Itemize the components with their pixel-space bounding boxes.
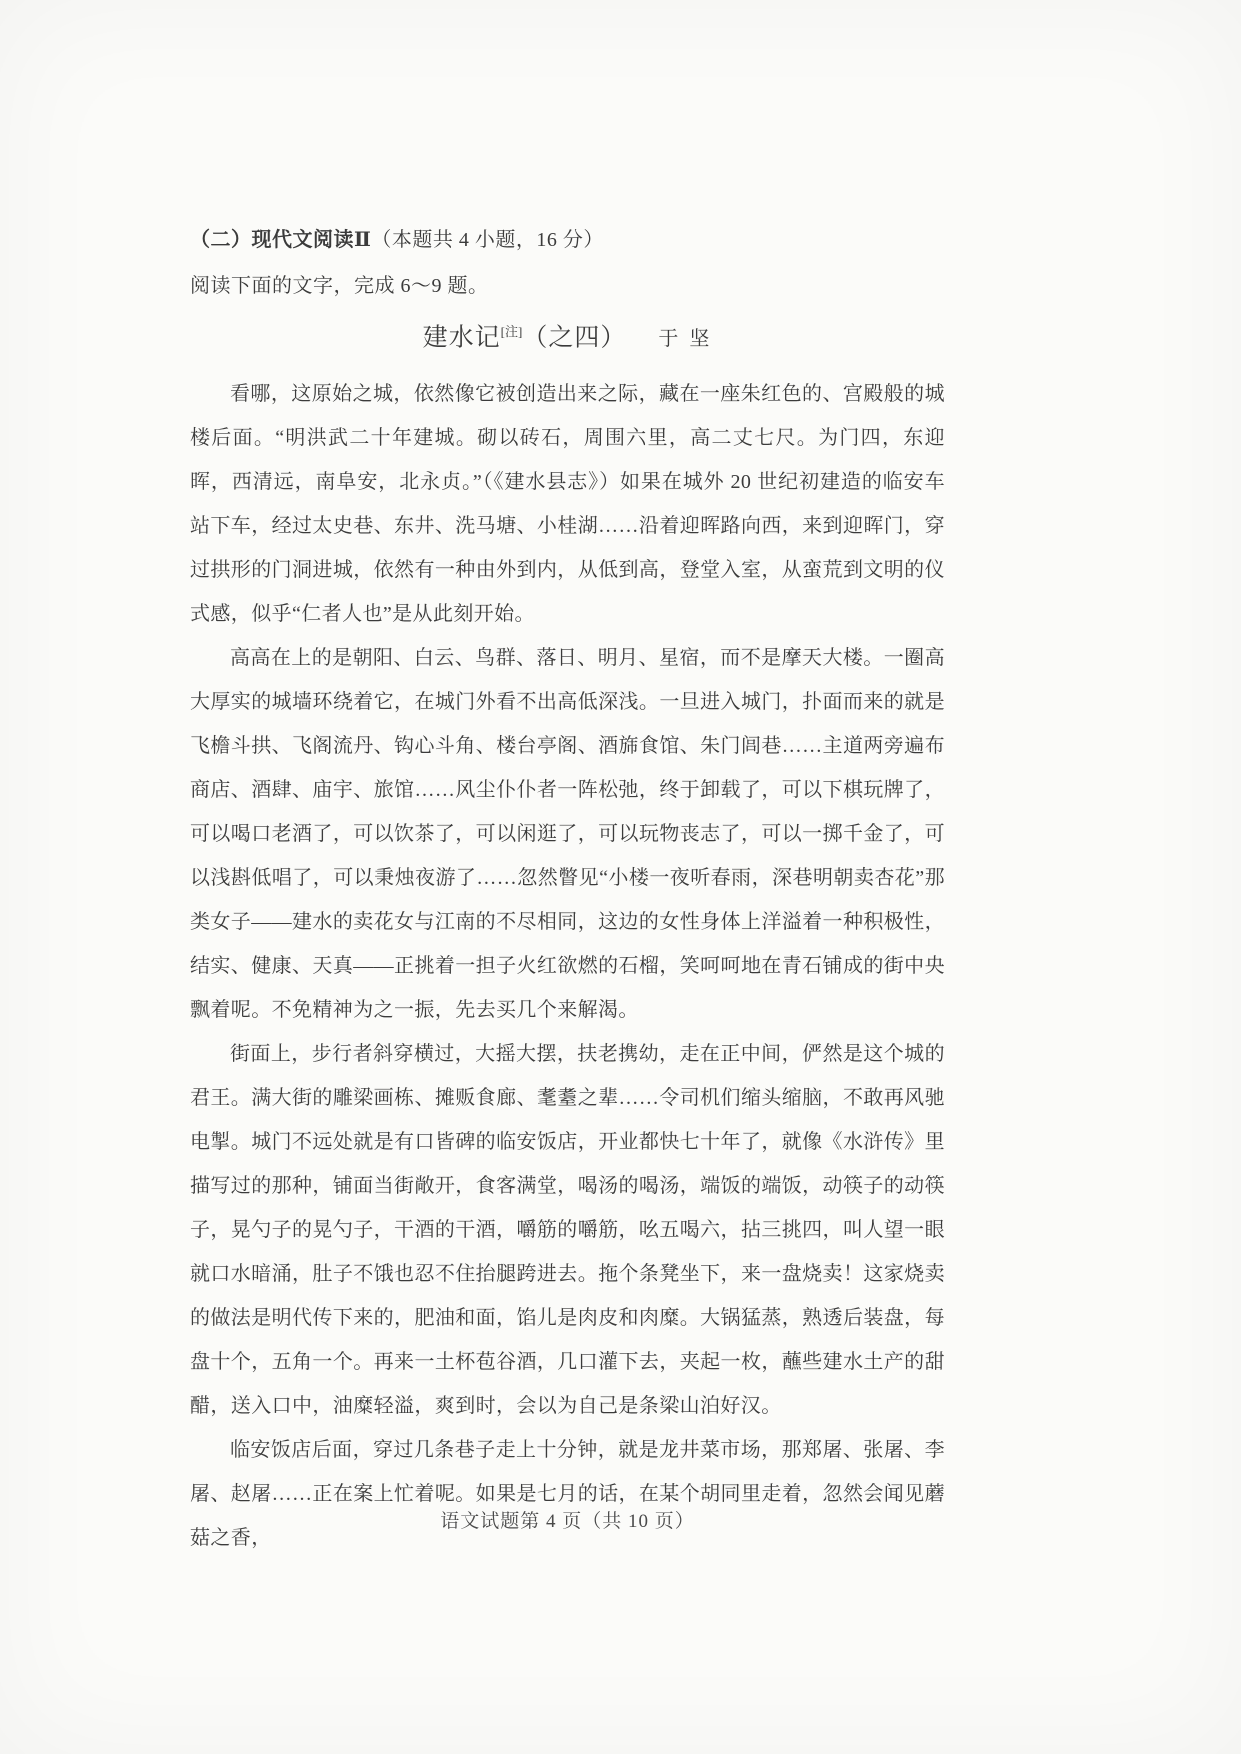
page-number-footer: 语文试题第 4 页（共 10 页） bbox=[440, 1511, 695, 1532]
passage-paragraph: 临安饭店后面，穿过几条巷子走上十分钟，就是龙井菜市场，那郑屠、张屠、李屠、赵屠……正在案上忙着呢。如果是七月的话，在某个胡同里走着，忽然会闻见蘑菇之香， bbox=[190, 1439, 945, 1550]
passage-title-name: 建水记 bbox=[422, 324, 501, 352]
content-column bbox=[190, 225, 945, 1560]
passage-title-subtitle: （之四） bbox=[522, 324, 627, 352]
section-header-title: （二）现代文阅读Ⅱ bbox=[190, 229, 372, 251]
section-header-points: （本题共 4 小题，16 分） bbox=[371, 229, 604, 251]
passage-paragraph: 街面上，步行者斜穿横过，大摇大摆，扶老携幼，走在正中间，俨然是这个城的君王。满大街的雕梁画栋、摊贩食廊、耄耋之辈……令司机们缩头缩脑，不敢再风驰电掣。城门不远处就是有口皆碑的临安饭店，开业都快七十年了，就像《水浒传》里描写过的那种，铺面当街敞开，食客满堂，喝汤的喝汤，端饭的端饭，动筷子的动筷子，晃勺子的晃勺子，干酒的干酒，嚼筋的嚼筋，吆五喝六，拈三挑四，叫人望一眼就口水暗涌，肚子不饿也忍不住抬腿跨进去。拖个条凳坐下，来一盘烧卖！这家烧卖的做法是明代传下来的，肥油和面，馅儿是肉皮和肉糜。大锅猛蒸，熟透后装盘，每盘十个，五角一个。再来一土杯苞谷酒，几口灌下去，夹起一枚，蘸些建水土产的甜醋，送入口中，油糜轻溢，爽到时，会以为自己是条梁山泊好汉。 bbox=[190, 1043, 945, 1418]
passage-title-footnote-mark: [注] bbox=[500, 324, 523, 339]
passage-body bbox=[190, 372, 945, 1560]
reading-instruction: 阅读下面的文字，完成 6～9 题。 bbox=[190, 275, 489, 297]
passage-paragraph: 看哪，这原始之城，依然像它被创造出来之际，藏在一座朱红色的、宫殿般的城楼后面。“明洪武二十年建城。砌以砖石，周围六里，高二丈七尺。为门四，东迎晖，西清远，南阜安，北永贞。”（《建水县志》）如果在城外 20 世纪初建造的临安车站下车，经过太史巷、东井、洗马塘、小桂湖……沿着迎晖路向西，来到迎晖门，穿过拱形的门洞进城，依然有一种由外到内，从低到高，登堂入室，从蛮荒到文明的仪式感，似乎“仁者人也”是从此刻开始。 bbox=[190, 383, 945, 626]
passage-author: 于 坚 bbox=[658, 328, 713, 351]
section-header bbox=[190, 225, 945, 255]
passage-title bbox=[190, 313, 945, 358]
passage-paragraph: 高高在上的是朝阳、白云、鸟群、落日、明月、星宿，而不是摩天大楼。一圈高大厚实的城墙环绕着它，在城门外看不出高低深浅。一旦进入城门，扑面而来的就是飞檐斗拱、飞阁流丹、钩心斗角、楼台亭阁、酒旆食馆、朱门闾巷……主道两旁遍布商店、酒肆、庙宇、旅馆……风尘仆仆者一阵松弛，终于卸载了，可以下棋玩牌了，可以喝口老酒了，可以饮茶了，可以闲逛了，可以玩物丧志了，可以一掷千金了，可以浅斟低唱了，可以秉烛夜游了……忽然瞥见“小楼一夜听春雨，深巷明朝卖杏花”那类女子——建水的卖花女与江南的不尽相同，这边的女性身体上洋溢着一种积极性，结实、健康、天真——正挑着一担子火红欲燃的石榴，笑呵呵地在青石铺成的街中央飘着呢。不免精神为之一振，先去买几个来解渴。 bbox=[190, 647, 945, 1022]
